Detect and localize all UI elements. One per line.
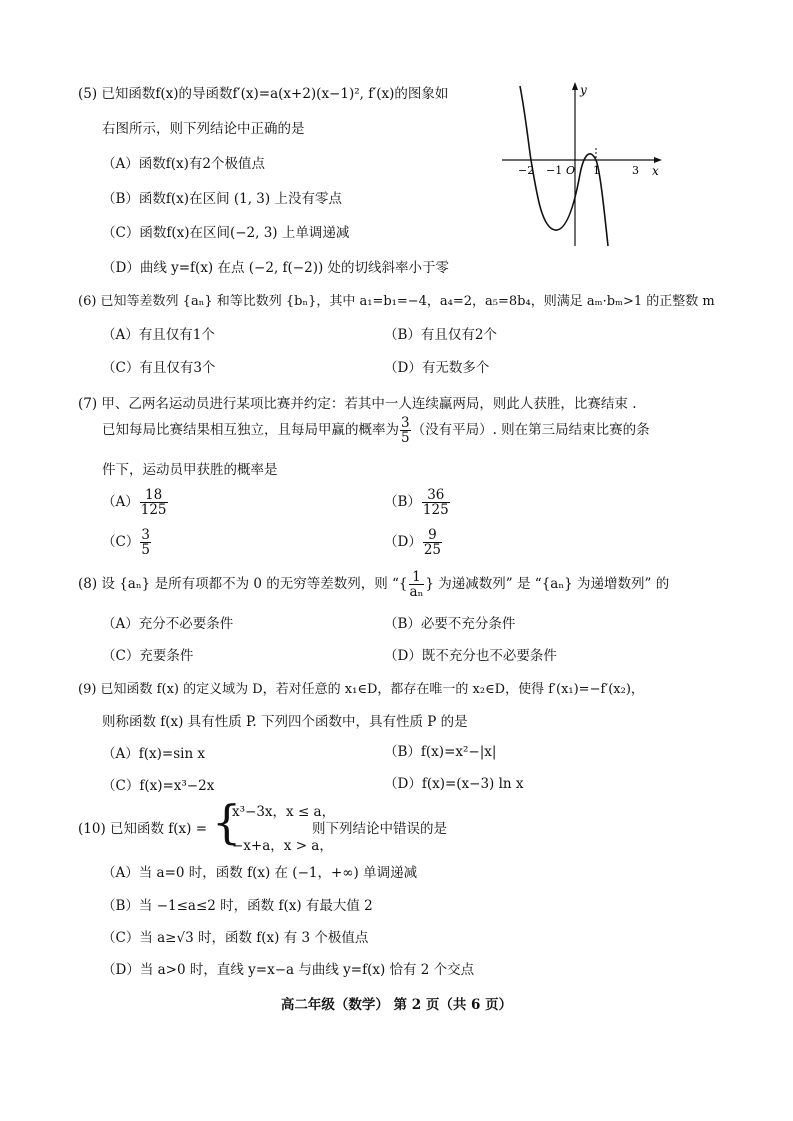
q5-graph-tick-label: 3 (632, 164, 639, 177)
q9-option-c: （C）f(x)=x³−2x (102, 778, 215, 794)
fraction-numerator: 3 (401, 415, 410, 431)
q8-option-b: （B）必要不充分条件 (384, 616, 516, 632)
q9-stem-line2: 则称函数 f(x) 具有性质 P. 下列四个函数中，具有性质 P 的是 (102, 714, 468, 730)
option-label: （C） (102, 534, 140, 551)
q8-stem-text: } 为递减数列” 是 “{aₙ} 为递增数列” 的 (425, 576, 670, 593)
q10-stem-prefix: (10) 已知函数 f(x) = (78, 821, 208, 837)
q8-stem-text: (8) 设 {aₙ} 是所有项都不为 0 的无穷等差数列，则 “{ (78, 576, 408, 593)
q8-reciprocal-fraction (409, 570, 425, 599)
option-label: （B） (384, 494, 421, 511)
q5-graph-tick-label: 1 (593, 164, 600, 177)
q7-option-c (102, 528, 152, 557)
q9-option-b: （B）f(x)=x²−|x| (384, 744, 497, 760)
q7-stem-text: （没有平局）. 则在第三局结束比赛的条 (411, 422, 650, 439)
option-fraction (422, 488, 450, 517)
q6-stem: (6) 已知等差数列 {aₙ} 和等比数列 {bₙ}，其中 a₁=b₁=−4，a₄=2，a₅=8b₄，则满足 aₘ·bₘ>1 的正整数 m (78, 294, 715, 309)
q5-graph-origin-label: O (566, 164, 576, 177)
fraction-denominator: 5 (141, 542, 150, 559)
q10-option-d: （D）当 a>0 时，直线 y=x−a 与曲线 y=f(x) 恰有 2 个交点 (102, 962, 475, 978)
fraction-numerator: 3 (141, 527, 150, 543)
q5-option-a: （A）函数f(x)有2个极值点 (102, 156, 265, 172)
option-fraction (140, 488, 168, 517)
fraction-denominator: 125 (422, 502, 449, 519)
q7-stem-text: 已知每局比赛结果相互独立，且每局甲赢的概率为 (102, 422, 399, 439)
option-fraction (423, 528, 442, 557)
q10-option-a: （A）当 a=0 时，函数 f(x) 在 (−1，+∞) 单调递减 (102, 865, 418, 881)
q10-case-2: −x+a，x > a， (232, 838, 333, 854)
q6-option-b: （B）有且仅有2个 (384, 327, 498, 343)
fraction-denominator: 125 (140, 502, 167, 519)
q7-option-b (384, 488, 451, 517)
q7-stem-line1: (7) 甲、乙两名运动员进行某项比赛并约定：若其中一人连续赢两局，则此人获胜，比赛结束 . (78, 396, 637, 412)
q8-option-d: （D）既不充分也不必要条件 (384, 648, 557, 664)
q8-stem (78, 570, 669, 599)
q5-graph-tick-label: −1 (546, 164, 563, 177)
fraction-numerator: 36 (422, 488, 450, 503)
q9-stem-line1: (9) 已知函数 f(x) 的定义域为 D，若对任意的 x₁∈D，都存在唯一的 x₂∈D，使得 f′(x₁)=−f′(x₂)， (78, 682, 644, 697)
q10-option-b: （B）当 −1≤a≤2 时，函数 f(x) 有最大值 2 (102, 898, 373, 914)
q6-option-c: （C）有且仅有3个 (102, 360, 216, 376)
q7-option-d (384, 528, 443, 557)
option-fraction (140, 528, 151, 557)
q5-graph-x-label: x (652, 164, 659, 178)
page-footer: 高二年级（数学） 第 2 页（共 6 页） (280, 997, 513, 1013)
q10-piecewise-brace: { (212, 795, 242, 849)
fraction-denominator: aₙ (409, 584, 424, 601)
option-label: （A） (102, 494, 139, 511)
q7-probability-fraction (400, 416, 411, 445)
option-label: （D） (384, 534, 422, 551)
q5-derivative-graph (500, 78, 670, 248)
q10-case-1: x³−3x，x ≤ a， (232, 804, 336, 820)
q5-graph-tick-label: −2 (518, 164, 535, 177)
q10-option-c: （C）当 a≥√3 时，函数 f(x) 有 3 个极值点 (102, 930, 369, 946)
q8-option-c: （C）充要条件 (102, 648, 194, 664)
q5-option-d: （D）曲线 y=f(x) 在点 (−2, f(−2)) 处的切线斜率小于零 (102, 260, 450, 276)
fraction-denominator: 25 (423, 542, 442, 559)
q6-option-d: （D）有无数多个 (384, 360, 490, 376)
q7-stem-line3: 件下，运动员甲获胜的概率是 (102, 462, 278, 478)
q7-stem-line2 (102, 416, 650, 445)
fraction-numerator: 1 (409, 570, 425, 585)
q8-option-a: （A）充分不必要条件 (102, 616, 234, 632)
q5-stem-line2: 右图所示，则下列结论中正确的是 (102, 121, 305, 137)
q6-option-a: （A）有且仅有1个 (102, 327, 215, 343)
q7-option-a (102, 488, 169, 517)
q10-stem-suffix: 则下列结论中错误的是 (312, 821, 447, 837)
q5-option-b: （B）函数f(x)在区间 (1, 3) 上没有零点 (102, 191, 342, 207)
q5-option-c: （C）函数f(x)在区间(−2, 3) 上单调递减 (102, 225, 350, 241)
q5-graph-y-label: y (580, 83, 587, 97)
fraction-denominator: 5 (401, 430, 410, 447)
fraction-numerator: 9 (423, 528, 442, 543)
q9-option-a: （A）f(x)=sin x (102, 746, 206, 762)
q9-option-d: （D）f(x)=(x−3) ln x (384, 776, 524, 792)
q5-stem-line1: (5) 已知函数f(x)的导函数f′(x)=a(x+2)(x−1)², f′(x)的图象如 (78, 86, 449, 102)
fraction-numerator: 18 (140, 488, 168, 503)
